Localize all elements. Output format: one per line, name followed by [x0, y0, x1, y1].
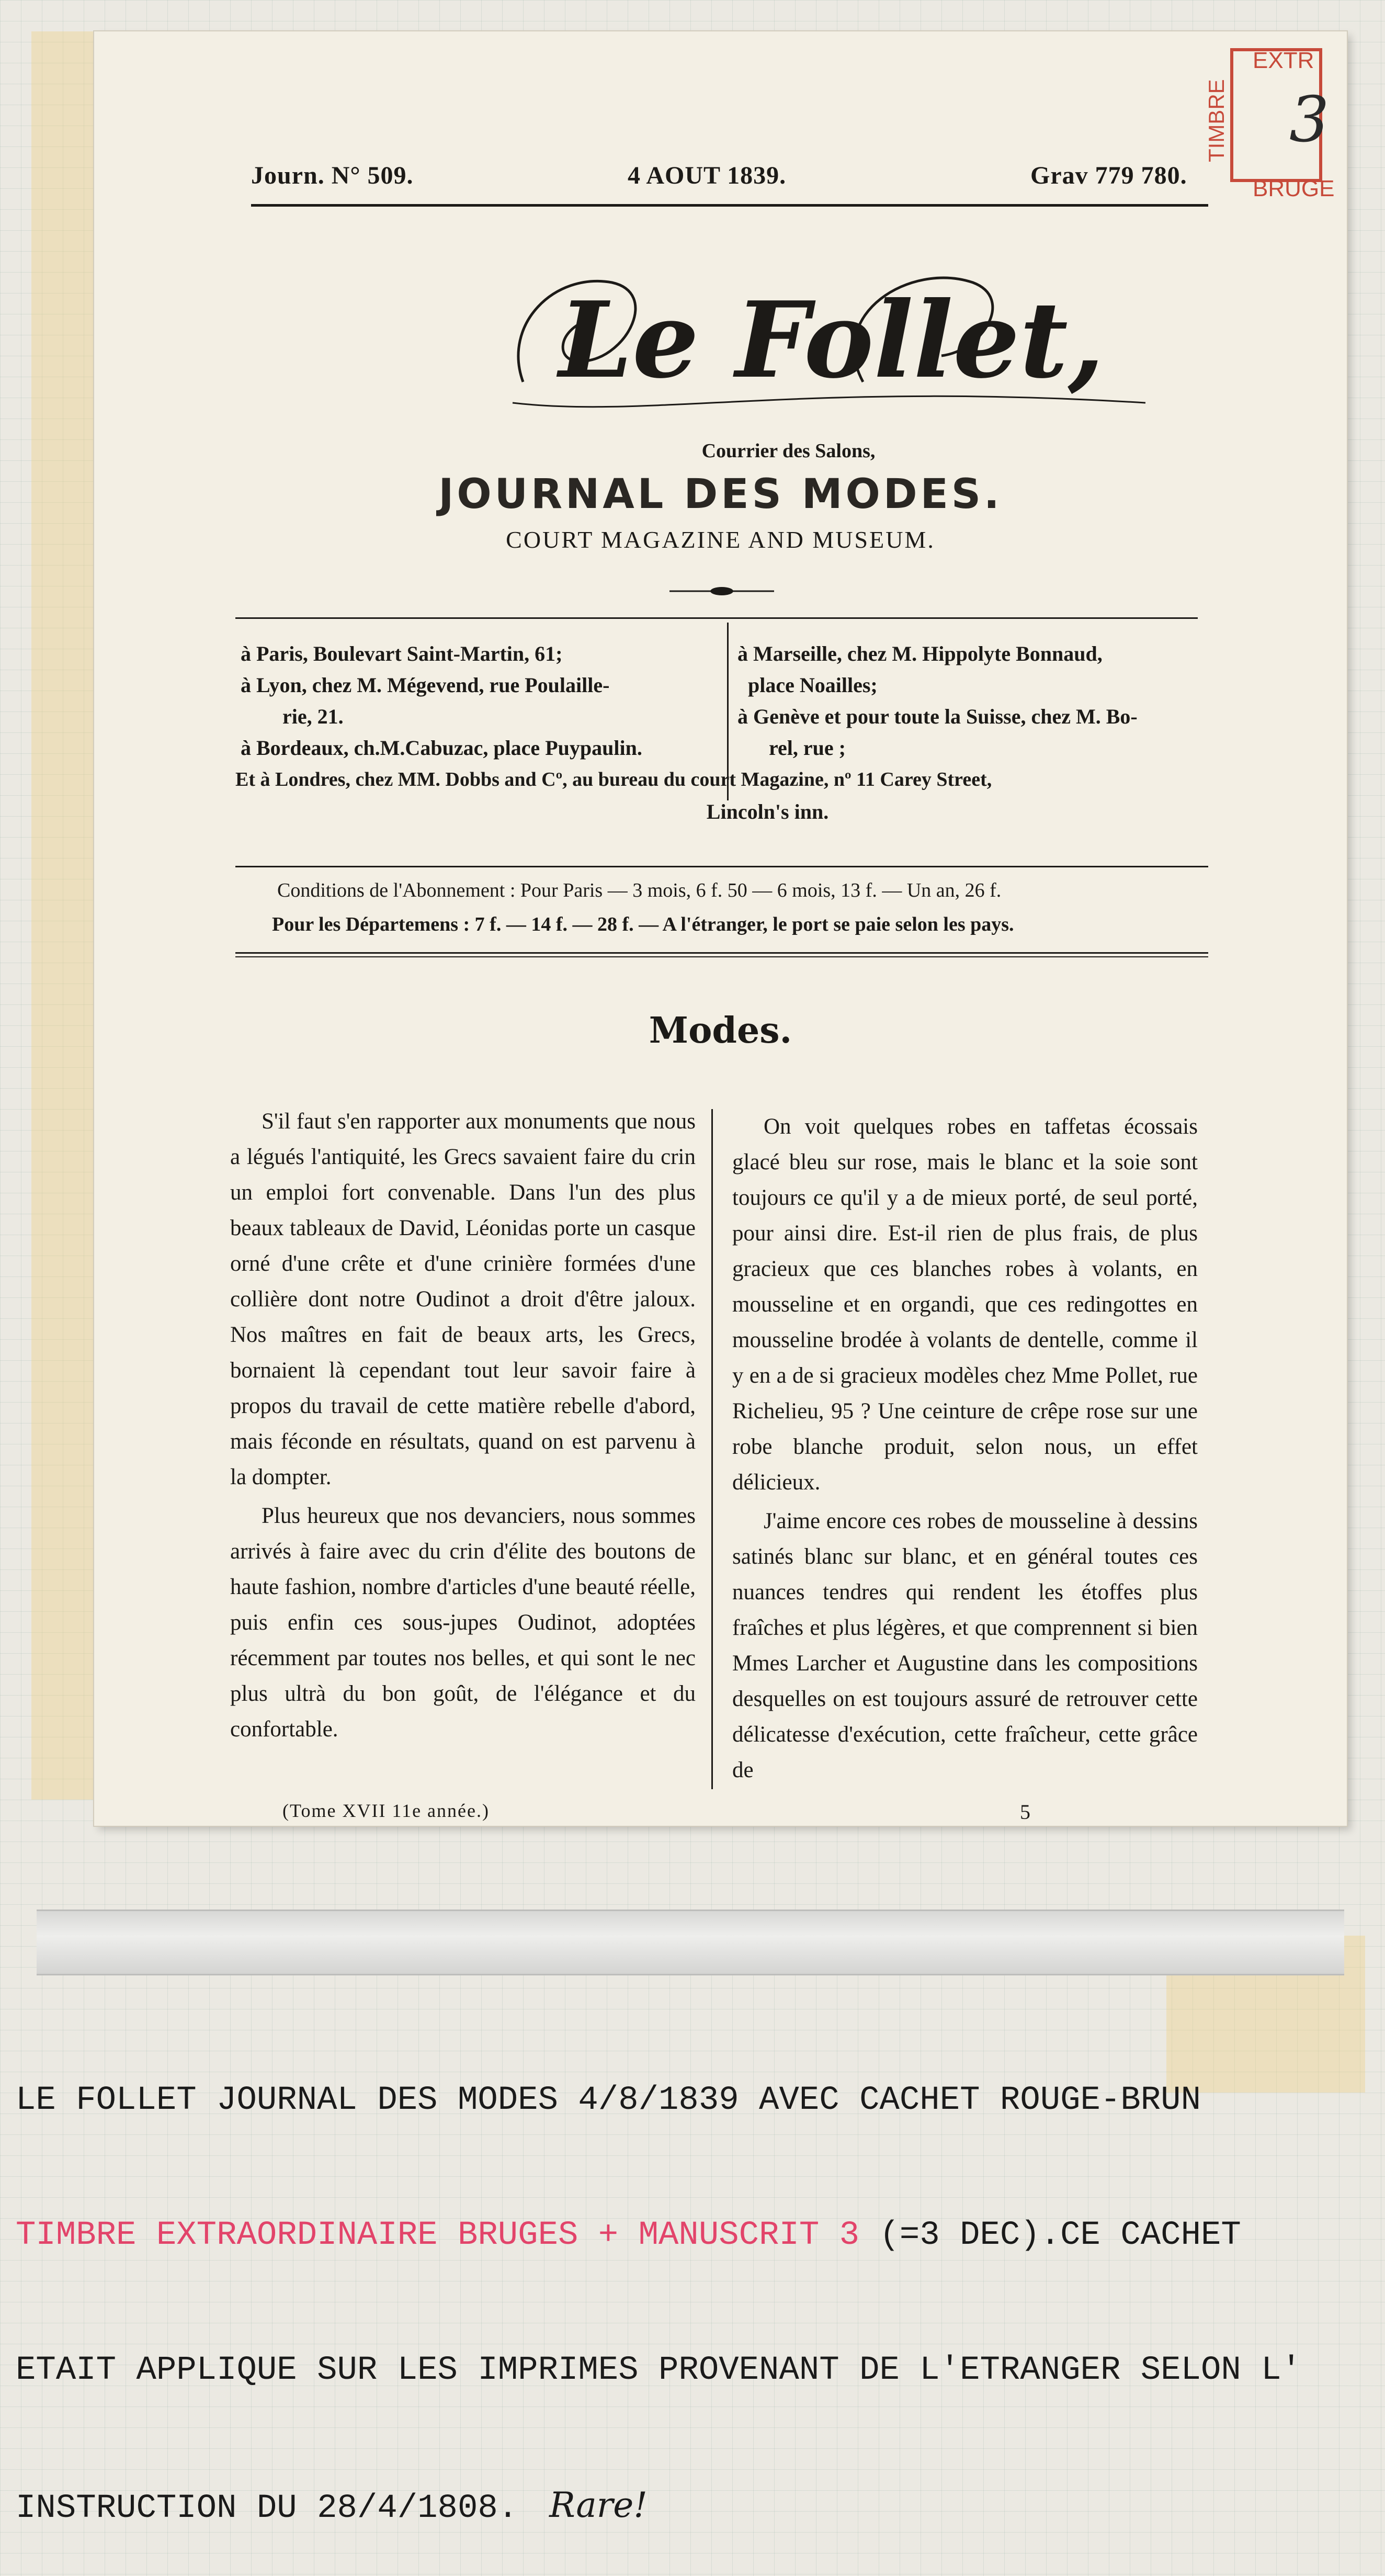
- caption-line1: LE FOLLET JOURNAL DES MODES 4/8/1839 AVEC CACHET ROUGE-BRUN: [16, 2082, 1201, 2119]
- left-column: [230, 1104, 696, 1747]
- caption-line2-rest: (=3 DEC).CE CACHET: [859, 2217, 1241, 2254]
- logo-text: Le Follet,: [559, 279, 1105, 402]
- address-line: à Marseille, chez M. Hippolyte Bonnaud,: [737, 642, 1103, 665]
- section-title-modes: Modes.: [649, 1010, 792, 1052]
- caption-line4: [16, 2483, 1376, 2531]
- journal-number: Journ. N° 509.: [251, 162, 414, 189]
- tape-strip-left: [31, 31, 94, 1800]
- caption-line4-text: INSTRUCTION DU 28/4/1808.: [16, 2490, 518, 2527]
- stamp-text-top: EXTR: [1253, 48, 1314, 73]
- page-number: 5: [1020, 1800, 1030, 1824]
- handwritten-note: Rare!: [549, 2485, 648, 2525]
- address-right-block: [737, 638, 1208, 764]
- caption-line2: [16, 2213, 1376, 2258]
- le-follet-logo: [492, 251, 1172, 424]
- address-line: rie, 21.: [282, 705, 344, 728]
- courrier-des-salons: Courrier des Salons,: [701, 440, 876, 462]
- address-line: à Paris, Boulevart Saint-Martin, 61;: [241, 642, 563, 665]
- caption-line3: ETAIT APPLIQUE SUR LES IMPRIMES PROVENANT DE L'ETRANGER SELON L': [16, 2352, 1301, 2389]
- address-left-block: [241, 638, 717, 764]
- ornament-divider: [669, 583, 774, 599]
- tome-footer: (Tome XVII 11e année.): [282, 1800, 490, 1821]
- paragraph: J'aime encore ces robes de mousseline à dessins satinés blanc sur blanc, et en général toutes ces nuances tendres qui rendent les étoffes plus fraîches et plus légères, et que comprennent si bien Mmes Larcher et Augustine dans les compositions desquelles on est toujours assuré de retrouver cette délicatesse d'exécution, cette fraîcheur, cette grâce de: [732, 1509, 1198, 1782]
- album-mount-strip: [37, 1910, 1344, 1975]
- stamp-frame: [1195, 37, 1335, 204]
- conditions-rule-bottom: [235, 952, 1208, 954]
- album-caption: [16, 1988, 1376, 2576]
- right-column: [732, 1109, 1198, 1788]
- address-rule-top: [235, 617, 1198, 619]
- caption-red-text: TIMBRE EXTRAORDINAIRE BRUGES + MANUSCRIT 3: [16, 2217, 860, 2254]
- conditions-rule-top: [235, 866, 1208, 867]
- issue-date: 4 AOUT 1839.: [628, 162, 787, 189]
- paragraph: On voit quelques robes en taffetas écossais glacé bleu sur rose, mais le blanc et la soie sont toujours ce qu'il y a de mieux porté, de seul porté, pour ainsi dire. Est-il rien de plus frais, de plus gracieux que ces blanches robes à volants, en mousseline et en organdi, que ces redingottes en mousseline brodée à volants de dentelle, comme il y en a de si gracieux modèles chez Mme Pollet, rue Richelieu, 95 ? Une ceinture de crêpe rose sur une robe blanche produit, selon nous, un effet délicieux.: [732, 1114, 1198, 1495]
- stamp-text-side: TIMBRE: [1204, 79, 1229, 162]
- court-magazine-title: COURT MAGAZINE AND MUSEUM.: [506, 526, 935, 553]
- paragraph: Plus heureux que nos devanciers, nous sommes arrivés à faire avec du crin d'élite des boutons de haute fashion, nombre d'articles d'une beauté réelle, puis enfin ces sous-jupes Oudinot, adoptées récemment par toutes nos belles, et qui sont le nec plus ultrà du bon goût, de l'élégance et du confortable.: [230, 1504, 696, 1742]
- address-line: à Bordeaux, ch.M.Cabuzac, place Puypaulin.: [241, 736, 642, 760]
- paragraph: S'il faut s'en rapporter aux monuments que nous a légués l'antiquité, les Grecs savaient faire du crin un emploi fort convenable. Dans l'un des plus beaux tableaux de David, Léonidas porte un casque orné d'une crête et d'une crinière formées d'une collière dont notre Oudinot a droit d'être jaloux. Nos maîtres en fait de beaux arts, les Grecs, bornaient là cependant tout leur savoir faire à propos du travail de cette matière rebelle d'abord, mais féconde en résultats, quand on est parvenu à la dompter.: [230, 1109, 696, 1489]
- header-rule: [251, 204, 1208, 207]
- conditions-rule-bottom-2: [235, 956, 1208, 957]
- cachet-stamp: [1195, 37, 1335, 204]
- conditions-line1: Conditions de l'Abonnement : Pour Paris — 3 mois, 6 f. 50 — 6 mois, 13 f. — Un an, 26 f.: [277, 879, 1002, 901]
- address-line: à Genève et pour toute la Suisse, chez M. Bo-: [737, 705, 1138, 728]
- london-address-line1: Et à Londres, chez MM. Dobbs and Cº, au bureau du court Magazine, nº 11 Carey Street,: [235, 769, 992, 790]
- address-line: rel, rue ;: [769, 736, 846, 760]
- journal-des-modes-title: JOURNAL DES MODES.: [438, 471, 1003, 518]
- stamp-text-bottom: BRUGE: [1253, 176, 1335, 201]
- newspaper-page: [94, 31, 1347, 1826]
- address-line: place Noailles;: [748, 673, 878, 697]
- london-address-line2: Lincoln's inn.: [706, 800, 829, 823]
- grav-number: Grav 779 780.: [1030, 162, 1187, 189]
- address-line: à Lyon, chez M. Mégevend, rue Poulaille-: [241, 673, 610, 697]
- conditions-line2: Pour les Départemens : 7 f. — 14 f. — 28 f. — A l'étranger, le port se paie selon les pays.: [272, 913, 1014, 935]
- manuscript-numeral: 3: [1289, 84, 1330, 156]
- column-divider: [711, 1109, 713, 1789]
